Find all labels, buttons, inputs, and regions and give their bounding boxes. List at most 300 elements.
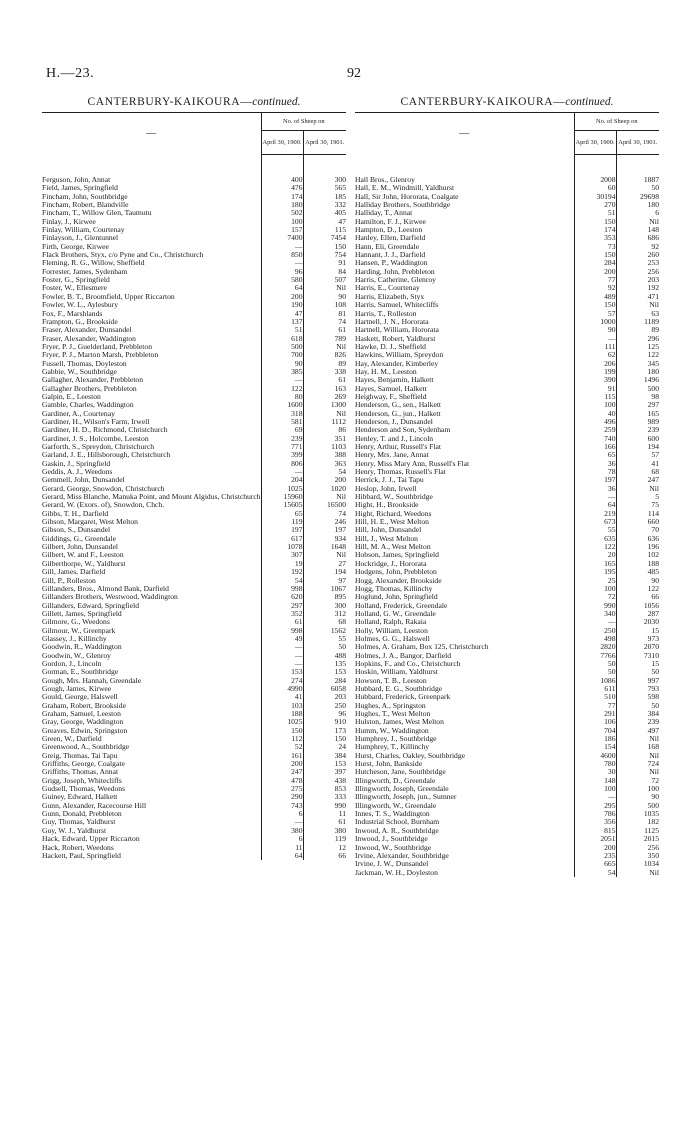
holder-name: Guy, Thomas, Yaldhurst <box>42 818 116 827</box>
holder-name: Hulston, James, West Melton <box>355 718 444 727</box>
left-sheep-table <box>42 112 346 860</box>
holder-name: Gardiner, A., Courtenay <box>42 409 115 418</box>
holder-name: Hight, H., Brookside <box>355 501 419 510</box>
sheep-1901: 247 <box>616 476 659 484</box>
sheep-1900: 73 <box>574 243 616 251</box>
holder-name: Hayes, Samuel, Halkett <box>355 384 427 393</box>
holder-name: Gough, James, Kirwee <box>42 684 112 693</box>
sheep-1901: 1103 <box>303 443 346 451</box>
sheep-1900: 77 <box>574 702 616 710</box>
sheep-1900: 47 <box>261 310 303 318</box>
sheep-1900: 2051 <box>574 835 616 843</box>
holder-name: Innes, T. S., Waddington <box>355 810 430 819</box>
sheep-1900: 743 <box>261 802 303 810</box>
sheep-1901: 153 <box>303 760 346 768</box>
sheep-1901: 66 <box>616 593 659 601</box>
right-head-dash: — <box>355 113 574 155</box>
sheep-1900: 990 <box>574 602 616 610</box>
holder-name: Irvine, Alexander, Southbridge <box>355 851 449 860</box>
holder-name: Hawkins, William, Spreydon <box>355 351 444 360</box>
sheep-1901: 507 <box>303 276 346 284</box>
sheep-1901: 150 <box>303 735 346 743</box>
sheep-1900: 665 <box>574 860 616 868</box>
sheep-1900: 51 <box>261 326 303 334</box>
sheep-1901: 438 <box>303 777 346 785</box>
sheep-1900: 62 <box>574 351 616 359</box>
holder-name: Gerard, George, Snowdon, Christchurch <box>42 484 165 493</box>
holder-name: Forrester, James, Sydenham <box>42 267 128 276</box>
holder-name: Fraser, Alexander, Dunsandel <box>42 326 132 335</box>
sheep-1901: 188 <box>616 560 659 568</box>
sheep-1900: 489 <box>574 293 616 301</box>
sheep-1901: 148 <box>616 226 659 234</box>
sheep-1900: 106 <box>574 718 616 726</box>
holder-name: Garforth, S., Spreydon, Christchurch <box>42 443 154 451</box>
sheep-1901: 1020 <box>303 485 346 493</box>
sheep-1900: 154 <box>574 743 616 751</box>
sheep-1900: 90 <box>574 326 616 334</box>
holder-name: Gabbie, W., Southbridge <box>42 367 117 376</box>
sheep-1900: 2008 <box>574 176 616 184</box>
sheep-1900: 90 <box>261 360 303 368</box>
sheep-1900: 137 <box>261 318 303 326</box>
holder-name: Geddis, A. J., Weedons <box>42 468 113 477</box>
holder-name: Hackett, Paul, Springfield <box>42 851 121 860</box>
sheep-1900: 1600 <box>261 401 303 409</box>
sheep-1900: 150 <box>574 218 616 226</box>
sheep-1901: 90 <box>616 793 659 801</box>
holder-name: Foster, W., Ellesmere <box>42 284 107 293</box>
sheep-1900: 274 <box>261 677 303 685</box>
sheep-1901: 47 <box>303 218 346 226</box>
sheep-1900: 161 <box>261 752 303 760</box>
holder-name: Hogg, Alexander, Brookside <box>355 576 442 585</box>
sheep-1900: 15605 <box>261 501 303 509</box>
sheep-1901: 150 <box>303 243 346 251</box>
sheep-1900: 112 <box>261 735 303 743</box>
holder-name: Greaves, Edwin, Springston <box>42 726 128 735</box>
holder-name: Greig, Thomas, Tai Tapu <box>42 751 118 760</box>
sheep-1901: 239 <box>616 426 659 434</box>
holder-name: Harris, Elizabeth, Styx <box>355 292 425 301</box>
sheep-1900: 100 <box>261 218 303 226</box>
holder-name: Gilbert, W. and F., Leeston <box>42 551 124 560</box>
sheep-1900: 250 <box>574 627 616 635</box>
sheep-1901: 163 <box>303 385 346 393</box>
holder-name: Greenwood, A., Southbridge <box>42 743 130 752</box>
holder-name: Gilberthorpe, W., Yaldhurst <box>42 559 126 568</box>
holder-name: Gerard, Miss Blanche, Manuka Point, and Mount Algidus, Christchurch <box>42 493 261 502</box>
sheep-1900: 400 <box>261 176 303 184</box>
holder-name: Irvine, J. W., Dunsandel <box>355 860 429 869</box>
sheep-1901: 50 <box>616 702 659 710</box>
sheep-1901: 2015 <box>616 835 659 843</box>
right-column <box>355 96 659 877</box>
sheep-1901: 55 <box>303 635 346 643</box>
sheep-1900: 80 <box>261 393 303 401</box>
sheep-1901: 74 <box>303 510 346 518</box>
holder-name: Harris, Samuel, Whitecliffs <box>355 301 439 310</box>
sheep-1900: — <box>574 793 616 801</box>
sheep-1901: 122 <box>616 585 659 593</box>
sheep-1900: 352 <box>261 610 303 618</box>
sheep-1901: 500 <box>616 802 659 810</box>
holder-name: Hurst, Charles, Oakley, Southbridge <box>355 751 466 760</box>
sheep-1900: 103 <box>261 702 303 710</box>
sheep-1901: 68 <box>303 618 346 626</box>
holder-name: Hill, M. A., West Melton <box>355 543 431 552</box>
holder-name: Hann, Eli, Greendale <box>355 242 420 251</box>
holder-name: Illingworth, W., Greendale <box>355 801 437 810</box>
sheep-1901: 1562 <box>303 627 346 635</box>
holder-name: Garland, J. E., Hillsborough, Christchurch <box>42 451 171 460</box>
sheep-1901: 114 <box>616 510 659 518</box>
holder-name: Frampton, G., Brookside <box>42 317 118 326</box>
holder-name: Gillanders Brothers, Westwood, Waddington <box>42 593 178 602</box>
sheep-1901: 194 <box>303 568 346 576</box>
sheep-1900: 150 <box>574 301 616 309</box>
holder-name: Fincham, Robert, Blandville <box>42 201 129 210</box>
sheep-1901: 7310 <box>616 652 659 660</box>
sheep-1900: 502 <box>261 209 303 217</box>
holder-name: Gorman, E., Southbridge <box>42 668 119 677</box>
sheep-1901: Nil <box>616 218 659 226</box>
sheep-1901: 600 <box>616 435 659 443</box>
holder-name: Hack, Robert, Weedons <box>42 843 114 852</box>
sheep-1901: 50 <box>616 184 659 192</box>
holder-name: Gilmore, G., Weedons <box>42 618 110 627</box>
sheep-1900: 49 <box>261 635 303 643</box>
holder-name: Humm, W., Waddington <box>355 726 429 735</box>
holder-name: Fryer, P. J., Marton Marsh, Prebbleton <box>42 351 159 360</box>
sheep-1900: 50 <box>574 668 616 676</box>
holder-name: Fleming, R. G., Willow, Sheffield <box>42 259 145 268</box>
sheep-1900: 580 <box>261 276 303 284</box>
holder-name: Henderson and Son, Sydenham <box>355 426 451 435</box>
sheep-1900: 200 <box>574 268 616 276</box>
holder-name: Hubbard, E. G., Southbridge <box>355 684 443 693</box>
sheep-1900: 36 <box>574 485 616 493</box>
sheep-1900: 190 <box>261 301 303 309</box>
holder-name: Heighway, F., Sheffield <box>355 392 427 401</box>
sheep-1900: 174 <box>261 193 303 201</box>
sheep-1901: 108 <box>303 301 346 309</box>
holder-name: Henley, T. and J., Lincoln <box>355 434 434 443</box>
holder-name: Holmes, A. Graham, Box 125, Christchurch <box>355 643 489 652</box>
sheep-1900: 186 <box>574 735 616 743</box>
holder-name: Fox, F., Marshlands <box>42 309 103 318</box>
sheep-1900: 239 <box>261 435 303 443</box>
holder-name: Hack, Edward, Upper Riccarton <box>42 835 140 844</box>
sheep-1900: 115 <box>574 393 616 401</box>
holder-name: Harris, T., Rolleston <box>355 309 417 318</box>
sheep-1901: 351 <box>303 435 346 443</box>
sheep-1900: 204 <box>261 476 303 484</box>
sheep-1901: 338 <box>303 368 346 376</box>
sheep-1900: 157 <box>261 226 303 234</box>
sheep-1901: 636 <box>616 535 659 543</box>
sheep-1901: 287 <box>616 610 659 618</box>
sheep-1900: — <box>261 259 303 267</box>
sheep-1901: 660 <box>616 518 659 526</box>
holder-name: Gibson, Margaret, West Melton <box>42 518 138 527</box>
holder-name: Gillanders, Bros., Almond Bank, Darfield <box>42 584 169 593</box>
sheep-1901: Nil <box>616 752 659 760</box>
sheep-1900: 11 <box>261 844 303 852</box>
sheep-1900: 54 <box>261 577 303 585</box>
holder-name: Ferguson, John, Annat <box>42 176 111 184</box>
holder-name: Fussell, Thomas, Doyleston <box>42 359 127 368</box>
holder-name: Finlay, William, Courtenay <box>42 226 125 235</box>
left-column <box>42 96 346 860</box>
sheep-1900: 195 <box>574 568 616 576</box>
sheep-1900: 998 <box>261 585 303 593</box>
sheep-1900: — <box>574 618 616 626</box>
right-sheep-table <box>355 112 659 877</box>
sheep-1900: 780 <box>574 760 616 768</box>
sheep-1901: 5 <box>616 493 659 501</box>
holder-name: Hall Bros., Glenroy <box>355 176 415 184</box>
sheep-1900: 7766 <box>574 652 616 660</box>
sheep-1901: 16500 <box>303 501 346 509</box>
sheep-1901: 72 <box>616 777 659 785</box>
holder-name: Harris, Catherine, Glenroy <box>355 276 436 285</box>
sheep-1901: 135 <box>303 660 346 668</box>
holder-name: Inwood, J., Southbridge <box>355 835 428 844</box>
sheep-1900: 284 <box>574 259 616 267</box>
holder-name: Hoglund, John, Springfield <box>355 593 438 602</box>
sheep-1901: Nil <box>303 551 346 559</box>
holder-name: Glassey, J., Killinchy <box>42 634 107 643</box>
sheep-1901: 11 <box>303 810 346 818</box>
sheep-1901: 192 <box>616 284 659 292</box>
sheep-1900: — <box>574 335 616 343</box>
holder-name: Foster, G., Springfield <box>42 276 110 285</box>
sheep-1900: 2820 <box>574 643 616 651</box>
sheep-1901: 125 <box>616 343 659 351</box>
holder-name: Hill, H. E., West Melton <box>355 518 429 527</box>
sheep-1901: 92 <box>616 243 659 251</box>
sheep-1901: 6 <box>616 209 659 217</box>
sheep-1901: 97 <box>303 577 346 585</box>
holder-name: Gardiner, H., Wilson's Farm, Irwell <box>42 417 150 426</box>
sheep-1901: 2070 <box>616 643 659 651</box>
sheep-1901: 84 <box>303 268 346 276</box>
holder-name: Gardiner, J. S., Holcombe, Leeston <box>42 434 149 443</box>
sheep-1901: 194 <box>616 443 659 451</box>
left-head-1901: April 30, 1901. <box>303 131 346 155</box>
sheep-1900: 6 <box>261 810 303 818</box>
sheep-1901: 724 <box>616 760 659 768</box>
sheep-1900: 15960 <box>261 493 303 501</box>
holder-name: Gamble, Charles, Waddington <box>42 401 134 410</box>
sheep-1901: 1112 <box>303 418 346 426</box>
sheep-1901: 2030 <box>616 618 659 626</box>
sheep-1900: 850 <box>261 251 303 259</box>
sheep-1901: 196 <box>616 543 659 551</box>
holder-name: Gudsell, Thomas, Weedons <box>42 785 126 794</box>
sheep-1900: 510 <box>574 693 616 701</box>
right-head-1900: April 30, 1900. <box>574 131 616 155</box>
holder-name: Firth, George, Kirwee <box>42 242 109 251</box>
holder-name: Heslop, John, Irwell <box>355 484 417 493</box>
sheep-1900: 259 <box>574 426 616 434</box>
sheep-1900: 20 <box>574 551 616 559</box>
sheep-1901: 256 <box>616 268 659 276</box>
sheep-1900: 188 <box>261 710 303 718</box>
holder-name: Fowler, W. L., Aylesbury <box>42 301 118 310</box>
sheep-1900: 40 <box>574 410 616 418</box>
sheep-1901: 115 <box>303 226 346 234</box>
holder-name: Gilbert, John, Dunsandel <box>42 543 118 552</box>
sheep-1900: 55 <box>574 526 616 534</box>
sheep-1900: 165 <box>574 560 616 568</box>
sheep-1901: 68 <box>616 468 659 476</box>
sheep-1901: 384 <box>616 710 659 718</box>
table-row <box>42 852 346 860</box>
holder-name: Hay, H. M., Leeston <box>355 367 417 376</box>
holder-name: Fraser, Alexander, Waddington <box>42 334 136 343</box>
sheep-1900: 476 <box>261 184 303 192</box>
sheep-1901: Nil <box>303 410 346 418</box>
sheep-1900: 478 <box>261 777 303 785</box>
sheep-1901: 345 <box>616 360 659 368</box>
holder-name: Henderson, J., Dunsandel <box>355 417 433 426</box>
sheep-1901: 182 <box>616 818 659 826</box>
sheep-1901: 488 <box>303 652 346 660</box>
sheep-1901: 165 <box>616 410 659 418</box>
sheep-1900: 291 <box>574 710 616 718</box>
sheep-1900: 219 <box>574 510 616 518</box>
sheep-1900: 64 <box>261 852 303 860</box>
holder-name: Galpin, E., Leeston <box>42 392 101 401</box>
sheep-1900: 60 <box>574 184 616 192</box>
page-header <box>46 66 662 82</box>
left-head-dash: — <box>42 113 261 155</box>
holder-name: Gough, Mrs. Hannah, Greendale <box>42 676 142 685</box>
holder-name: Holmes, G. G., Halswell <box>355 634 430 643</box>
sheep-1900: 815 <box>574 827 616 835</box>
holder-name: Howson, T. B., Leeston <box>355 676 427 685</box>
sheep-1901: 1887 <box>616 176 659 184</box>
sheep-1901: 397 <box>303 768 346 776</box>
holder-name: Gray, George, Waddington <box>42 718 124 727</box>
sheep-1900: 197 <box>261 526 303 534</box>
sheep-1900: 19 <box>261 560 303 568</box>
sheep-1901: 1648 <box>303 543 346 551</box>
sheep-1900: 92 <box>574 284 616 292</box>
holder-name: Gallagher, Alexander, Prebbleton <box>42 376 144 385</box>
sheep-1901: 332 <box>303 201 346 209</box>
holder-name: Illingworth, Joseph, jun., Sumner <box>355 793 457 802</box>
sheep-1901: 934 <box>303 535 346 543</box>
sheep-1901: 1056 <box>616 602 659 610</box>
sheep-1901: 789 <box>303 335 346 343</box>
sheep-1901: 754 <box>303 251 346 259</box>
holder-name: Gould, George, Halswell <box>42 693 118 702</box>
sheep-1901: 100 <box>616 785 659 793</box>
sheep-1900: — <box>261 243 303 251</box>
sheep-1900: 50 <box>574 660 616 668</box>
right-title-continued: continued. <box>565 96 614 108</box>
sheep-1901: 284 <box>303 677 346 685</box>
sheep-1901: 24 <box>303 743 346 751</box>
left-table-body <box>42 155 346 861</box>
sheep-1900: 91 <box>574 385 616 393</box>
sheep-1901: Nil <box>616 869 659 877</box>
sheep-1900: 200 <box>574 844 616 852</box>
sheep-1901: 565 <box>303 184 346 192</box>
holder-name: Gaskin, J., Springfield <box>42 459 111 468</box>
sheep-1900: 297 <box>261 602 303 610</box>
sheep-1900: 25 <box>574 577 616 585</box>
sheep-1900: 390 <box>574 376 616 384</box>
sheep-1901: Nil <box>303 493 346 501</box>
sheep-1901: 485 <box>616 568 659 576</box>
sheep-1900: 77 <box>574 276 616 284</box>
sheep-1901: 173 <box>303 727 346 735</box>
sheep-1900: 1078 <box>261 543 303 551</box>
holder-name: Hill, J., West Melton <box>355 534 418 543</box>
sheep-1900: 353 <box>574 234 616 242</box>
sheep-1900: 52 <box>261 743 303 751</box>
sheep-1900: 635 <box>574 535 616 543</box>
sheep-1901: 86 <box>303 426 346 434</box>
holder-name: Hoskin, William, Yaldhurst <box>355 668 438 677</box>
sheep-1900: 1086 <box>574 677 616 685</box>
holder-name: Hughes, A., Springston <box>355 701 426 710</box>
sheep-1900: 148 <box>574 777 616 785</box>
sheep-1901: 61 <box>303 818 346 826</box>
sheep-1900: 620 <box>261 593 303 601</box>
holder-name: Gemmell, John, Dunsandel <box>42 476 125 485</box>
sheep-1900: 78 <box>574 468 616 476</box>
sheep-1900: 4990 <box>261 685 303 693</box>
sheep-1900: 618 <box>261 335 303 343</box>
holder-name: Fowler, B. T., Broomfield, Upper Riccarton <box>42 292 175 301</box>
sheep-1901: 27 <box>303 560 346 568</box>
sheep-1901: 153 <box>303 668 346 676</box>
holder-name: Industrial School, Burnham <box>355 818 440 827</box>
holder-name: Holland, Ralph, Rakaia <box>355 618 427 627</box>
holder-name: Holland, Frederick, Greendale <box>355 601 448 610</box>
sheep-1901: Nil <box>616 768 659 776</box>
sheep-1901: 1496 <box>616 376 659 384</box>
holder-name: Hibbard, W., Southbridge <box>355 493 433 502</box>
holder-name: Hutcheson, Jane, Southbridge <box>355 768 446 777</box>
sheep-1901: 990 <box>303 802 346 810</box>
sheep-1901: 253 <box>616 259 659 267</box>
holder-name: Hannant, J. J., Darfield <box>355 251 426 260</box>
sheep-1901: 89 <box>616 326 659 334</box>
sheep-1901: 910 <box>303 718 346 726</box>
sheep-1901: 70 <box>616 526 659 534</box>
sheep-1901: 826 <box>303 351 346 359</box>
sheep-1901: 296 <box>616 335 659 343</box>
sheep-1901: 973 <box>616 635 659 643</box>
holder-name: Gerard, W. (Exors. of), Snowdon, Chch. <box>42 501 165 510</box>
holder-name: Hall, E. M., Windmill, Yaldhurst <box>355 184 455 193</box>
sheep-1901: 54 <box>303 468 346 476</box>
holder-name: Guy, W. J., Yaldhurst <box>42 826 107 835</box>
sheep-1900: 122 <box>261 385 303 393</box>
sheep-1901: 1034 <box>616 860 659 868</box>
sheep-1900: 54 <box>574 869 616 877</box>
sheep-1901: 50 <box>303 643 346 651</box>
sheep-1901: 122 <box>616 351 659 359</box>
sheep-1901: 246 <box>303 518 346 526</box>
sheep-1900: — <box>261 660 303 668</box>
